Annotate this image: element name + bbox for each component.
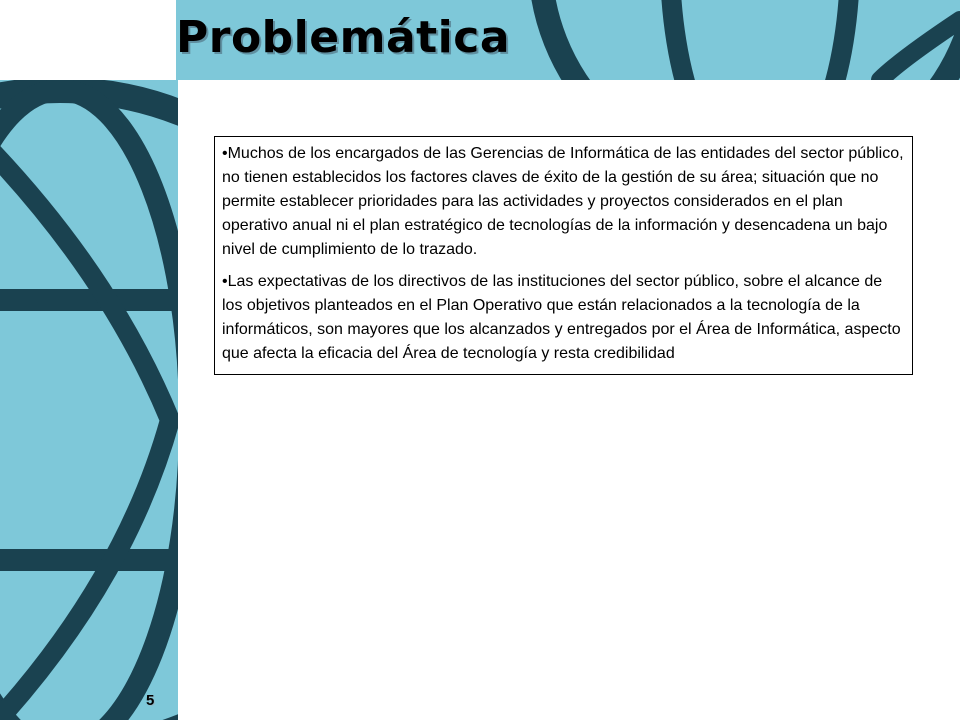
page-number: 5 (146, 692, 155, 709)
slide-title: Problemática (176, 12, 511, 63)
paragraph-1: •Muchos de los encargados de las Gerencias de Informática de las entidades del sector público, no tienen establecidos los factores claves de éxito de la gestión de su área; situación que no permite establecer prioridades para las actividades y proyectos considerados en el plan operativo anual ni el plan estratégico de tecnologías de la información y desencadena un bajo nivel de cumplimiento de lo trazado. (222, 145, 904, 258)
paragraph-2: •Las expectativas de los directivos de las instituciones del sector público, sobre el alcance de los objetivos planteados en el Plan Operativo que están relacionados a la tecnología de la informáticos, son mayores que los alcanzados y entregados por el Área de Informática, aspecto que afecta la eficacia del Área de tecnología y resta credibilidad (222, 273, 901, 362)
top-left-white-block (0, 0, 176, 80)
content-text-box (214, 136, 913, 375)
